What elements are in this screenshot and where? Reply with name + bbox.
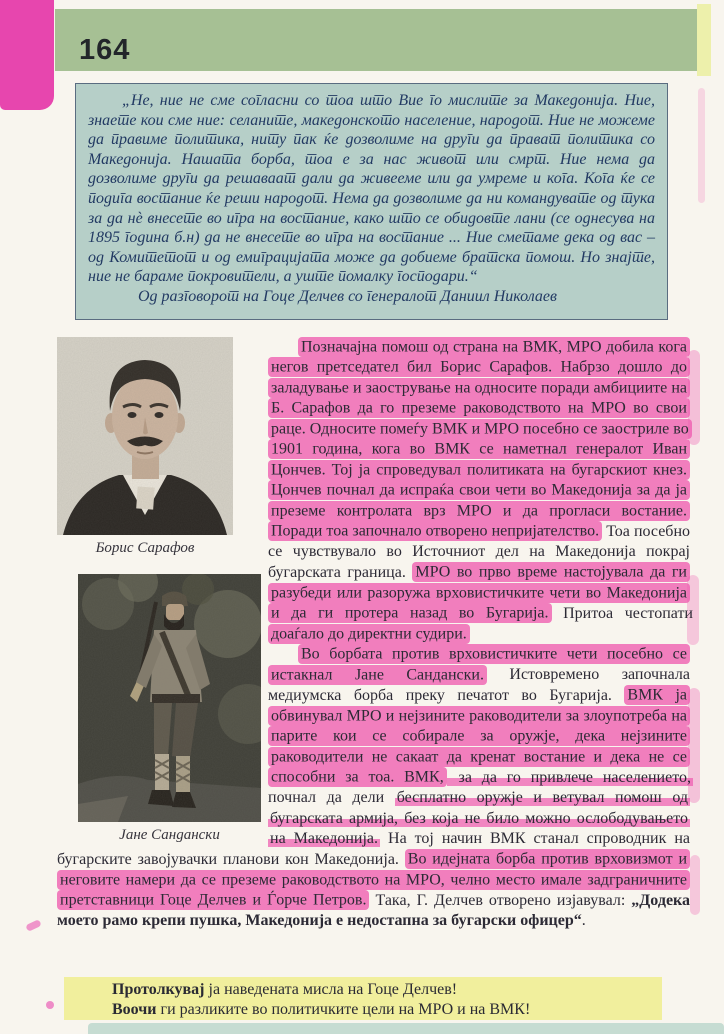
page-header-band <box>55 9 697 71</box>
body-text: . <box>581 912 586 929</box>
task-lead: Воочи <box>112 1001 157 1018</box>
figure-column <box>57 337 262 847</box>
body-text: Така, Г. Делчев отворено изјавувал: <box>369 891 632 909</box>
highlighted-text: ВМК ја обвинувал МРО и нејзините раководители за злоупотреба на парите кои се собирале за оружје, дека нејзините раководители не сакаат да кренат востание и дека не се способни за тоа. ВМК, <box>268 685 690 787</box>
highlighted-text: МРО во прво време настојувала да ги разубеди или разоружа врховистичките чети во Македонија и да ги протера назад во Бугарија. <box>268 562 690 623</box>
highlighted-text: бесплатно оружје и ветувал помош од бугарската армија, без која не било можно ослободувањето на Македонија. <box>270 789 688 847</box>
pink-smudge <box>46 1001 54 1009</box>
pink-smudge <box>690 855 700 915</box>
page-number: 164 <box>79 34 131 66</box>
bottom-strip <box>88 1023 724 1034</box>
body-text-flow <box>57 337 693 932</box>
highlighted-text: Во борбата против врховистичките чети посебно се истакнал Јане Сандански. <box>268 644 690 685</box>
task-line <box>112 980 652 1000</box>
task-lead: Протолкувај <box>112 981 205 998</box>
pink-smudge <box>698 88 705 203</box>
photo-boris-sarafov <box>57 337 233 535</box>
body-text: Истовремено започнала медиумска борба преку печатот во Бугарија. <box>268 666 690 704</box>
quote-text: „Не, ние не сме согласни со тоа што Вие го мислите за Македонија. Ние, знаете кои сме ние: селаните, македонското население, народот. Ние не можеме да правиме политика, ниту пак ќе дозволиме на други да прават политика со Македонија. Нашата борба, тоа е за нас живот или смрт. Ние нема да дозволиме други да решаваат дали да живееме или да умреме и кога. Кога ќе се подига востание ќе реши народот. Нема да дозволиме да ни командувате од тука за да нѐ внесете во игра на востание, како што се обидовте лани (се однесува на 1895 година б.н) да не внесете во игра на востание ... Ние сметаме дека од вас – од Комитетот и од емиграцијата може да добиеме братска помош. Но знајте, ние не бараме покровители, а уште помалку господари.“ <box>88 92 655 286</box>
body-text: почнал да дели <box>268 789 395 806</box>
pink-smudge <box>25 919 42 932</box>
photo-jane-sandanski <box>78 574 261 822</box>
scan-edge-magenta-strip <box>0 0 54 110</box>
tasks-box <box>64 977 662 1020</box>
body-text: „Додека моето рамо крепи пушка, Македонија е недостапна за бугарски офицер“ <box>57 891 691 929</box>
figure-jane-sandanski <box>78 574 261 847</box>
highlighted-text: доаѓало до директни судири. <box>268 624 470 644</box>
figure-boris-sarafov <box>57 337 233 560</box>
figure-caption: Јане Сандански <box>119 827 220 843</box>
body-text: Тоа посебно се чувствувало во Источниот дел на Македонија покрај бугарската граница. <box>268 522 691 581</box>
task-text: ја наведената мисла на Гоце Делчев! <box>204 981 458 998</box>
figure-caption: Борис Сарафов <box>95 540 195 556</box>
body-text: На тој начин ВМК станал спроводник на бугарските завојувачки планови кон Македонија. <box>57 830 690 868</box>
task-line <box>112 1000 652 1020</box>
highlighted-text: за да го привлече населението, <box>448 768 691 786</box>
body-text: Притоа честопати <box>551 604 693 622</box>
task-text: ги разликите во политичките цели на МРО и на ВМК! <box>156 1001 531 1018</box>
highlighted-text: Во идејната борба против врховизмот и неговите намери да се преземе раководството на МРО, челно место имале задграничните претставници Гоце Делчев и Ѓорче Петров. <box>57 849 690 910</box>
quote-box <box>75 83 668 320</box>
quote-attribution: Од разговорот на Гоце Делчев со генералот Даниил Николаев <box>138 287 557 305</box>
highlighted-text: Позначајна помош од страна на ВМК, МРО добила кога негов претседател бил Борис Сарафов. Набрзо дошло до заладување и заострување на односите поради амбициите на Б. Сарафов да го преземе раководството на МРО во свои раце. Односите помеѓу ВМК и МРО посебно се заостриле во 1901 година, кога во ВМК се наметнал генералот Иван Цончев. Тој ја спроведувал политиката на бугарскиот кнез. Цончев почнал да испраќа свои чети во Македонија за да ја преземе контролата врз МРО и да прогласи востание. Поради тоа започнало отворено непријателство. <box>268 337 692 542</box>
page-edge-yellow-strip <box>697 4 711 76</box>
